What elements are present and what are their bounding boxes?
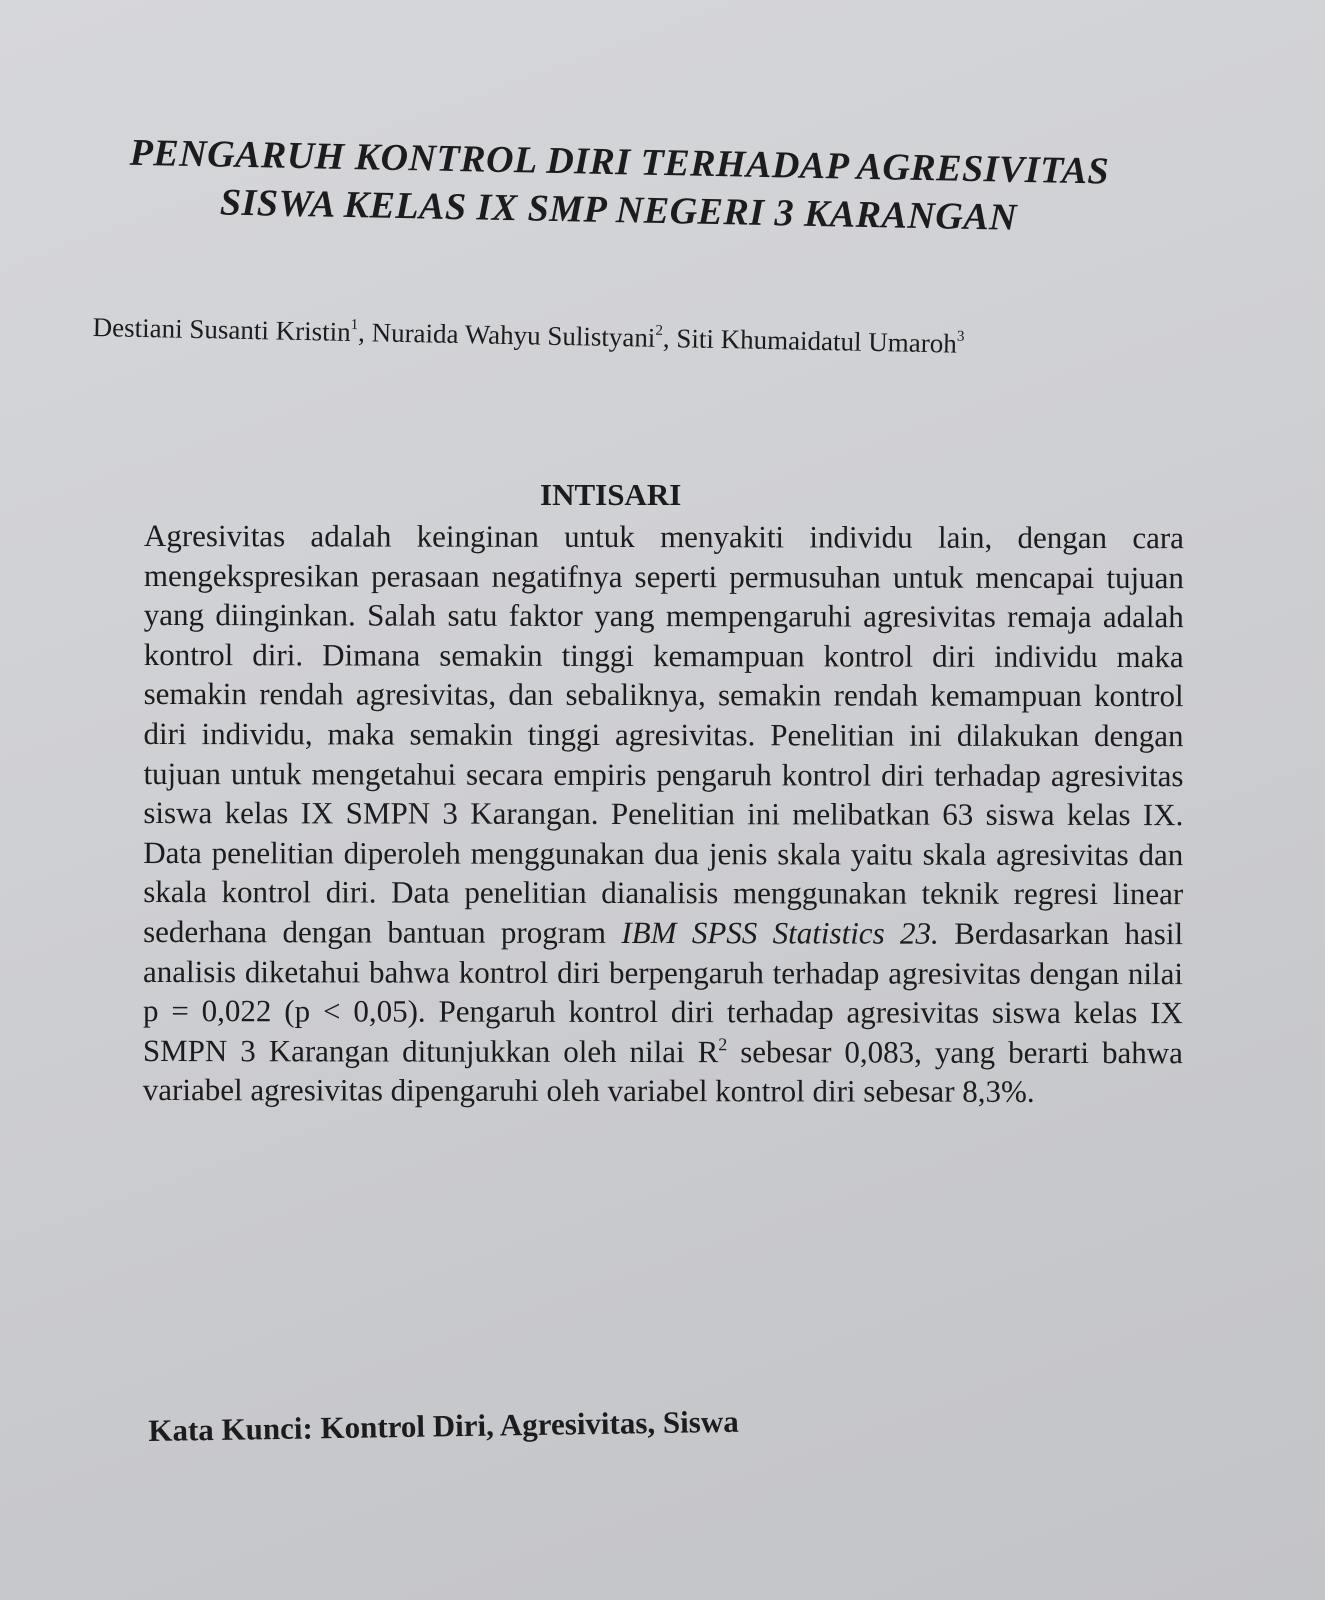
author-name: Nuraida Wahyu Sulistyani — [371, 317, 656, 353]
author-separator: , — [357, 317, 372, 348]
paper-title — [88, 128, 1150, 244]
author-affiliation: 1 — [350, 316, 359, 334]
author-affiliation: 2 — [655, 322, 664, 339]
author-name: Destiani Susanti Kristin — [92, 311, 351, 347]
author-list — [92, 310, 1152, 364]
abstract-text: Berdasarkan hasil analisis diketahui bahwa kontrol diri berpengaruh terhadap agresivitas dengan nilai p = 0,022 (p < 0,05). Pengaruh kontrol diri terhadap agresivitas siswa kelas IX SMPN 3 Karangan ditunjukkan oleh nilai R — [142, 915, 1184, 1069]
abstract-heading: INTISARI — [540, 477, 682, 512]
author-name: Siti Khumaidatul Umaroh — [676, 323, 958, 359]
abstract-software-name: IBM SPSS Statistics 23. — [621, 914, 939, 951]
title-line-2: SISWA KELAS IX SMP NEGERI 3 KARANGAN — [219, 181, 1018, 239]
keywords-label: Kata Kunci: — [148, 1410, 314, 1448]
abstract-text: sebesar 0,083, yang berarti bahwa variabel agresivitas dipengaruhi oleh variabel kontrol diri sebesar 8,3%. — [142, 1033, 1183, 1110]
r-squared-superscript: 2 — [718, 1033, 728, 1054]
keywords — [148, 1403, 739, 1450]
title-line-1: PENGARUH KONTROL DIRI TERHADAP AGRESIVITAS — [129, 131, 1110, 193]
abstract-text: Agresivitas adalah keinginan untuk menyakiti individu lain, dengan cara mengekspresikan perasaan negatifnya seperti permusuhan untuk mencapai tujuan yang diinginkan. Salah satu faktor yang mempengaruhi agresivitas remaja adalah kontrol diri. Dimana semakin tinggi kemampuan kontrol diri individu maka semakin rendah agresivitas, dan sebaliknya, semakin rendah kemampuan kontrol diri individu, maka semakin tinggi agresivitas. Penelitian ini dilakukan dengan tujuan untuk mengetahui secara empiris pengaruh kontrol diri terhadap agresivitas siswa kelas IX SMPN 3 Karangan. Penelitian ini melibatkan 63 siswa kelas IX. Data penelitian diperoleh menggunakan dua jenis skala yaitu skala agresivitas dan skala kontrol diri. Data penelitian dianalisis menggunakan teknik regresi linear sederhana dengan bantuan program — [143, 518, 1184, 950]
keywords-text: Kontrol Diri, Agresivitas, Siswa — [312, 1403, 739, 1446]
author-affiliation: 3 — [956, 328, 965, 345]
author-separator: , — [662, 322, 677, 354]
abstract-body — [143, 516, 1184, 1112]
